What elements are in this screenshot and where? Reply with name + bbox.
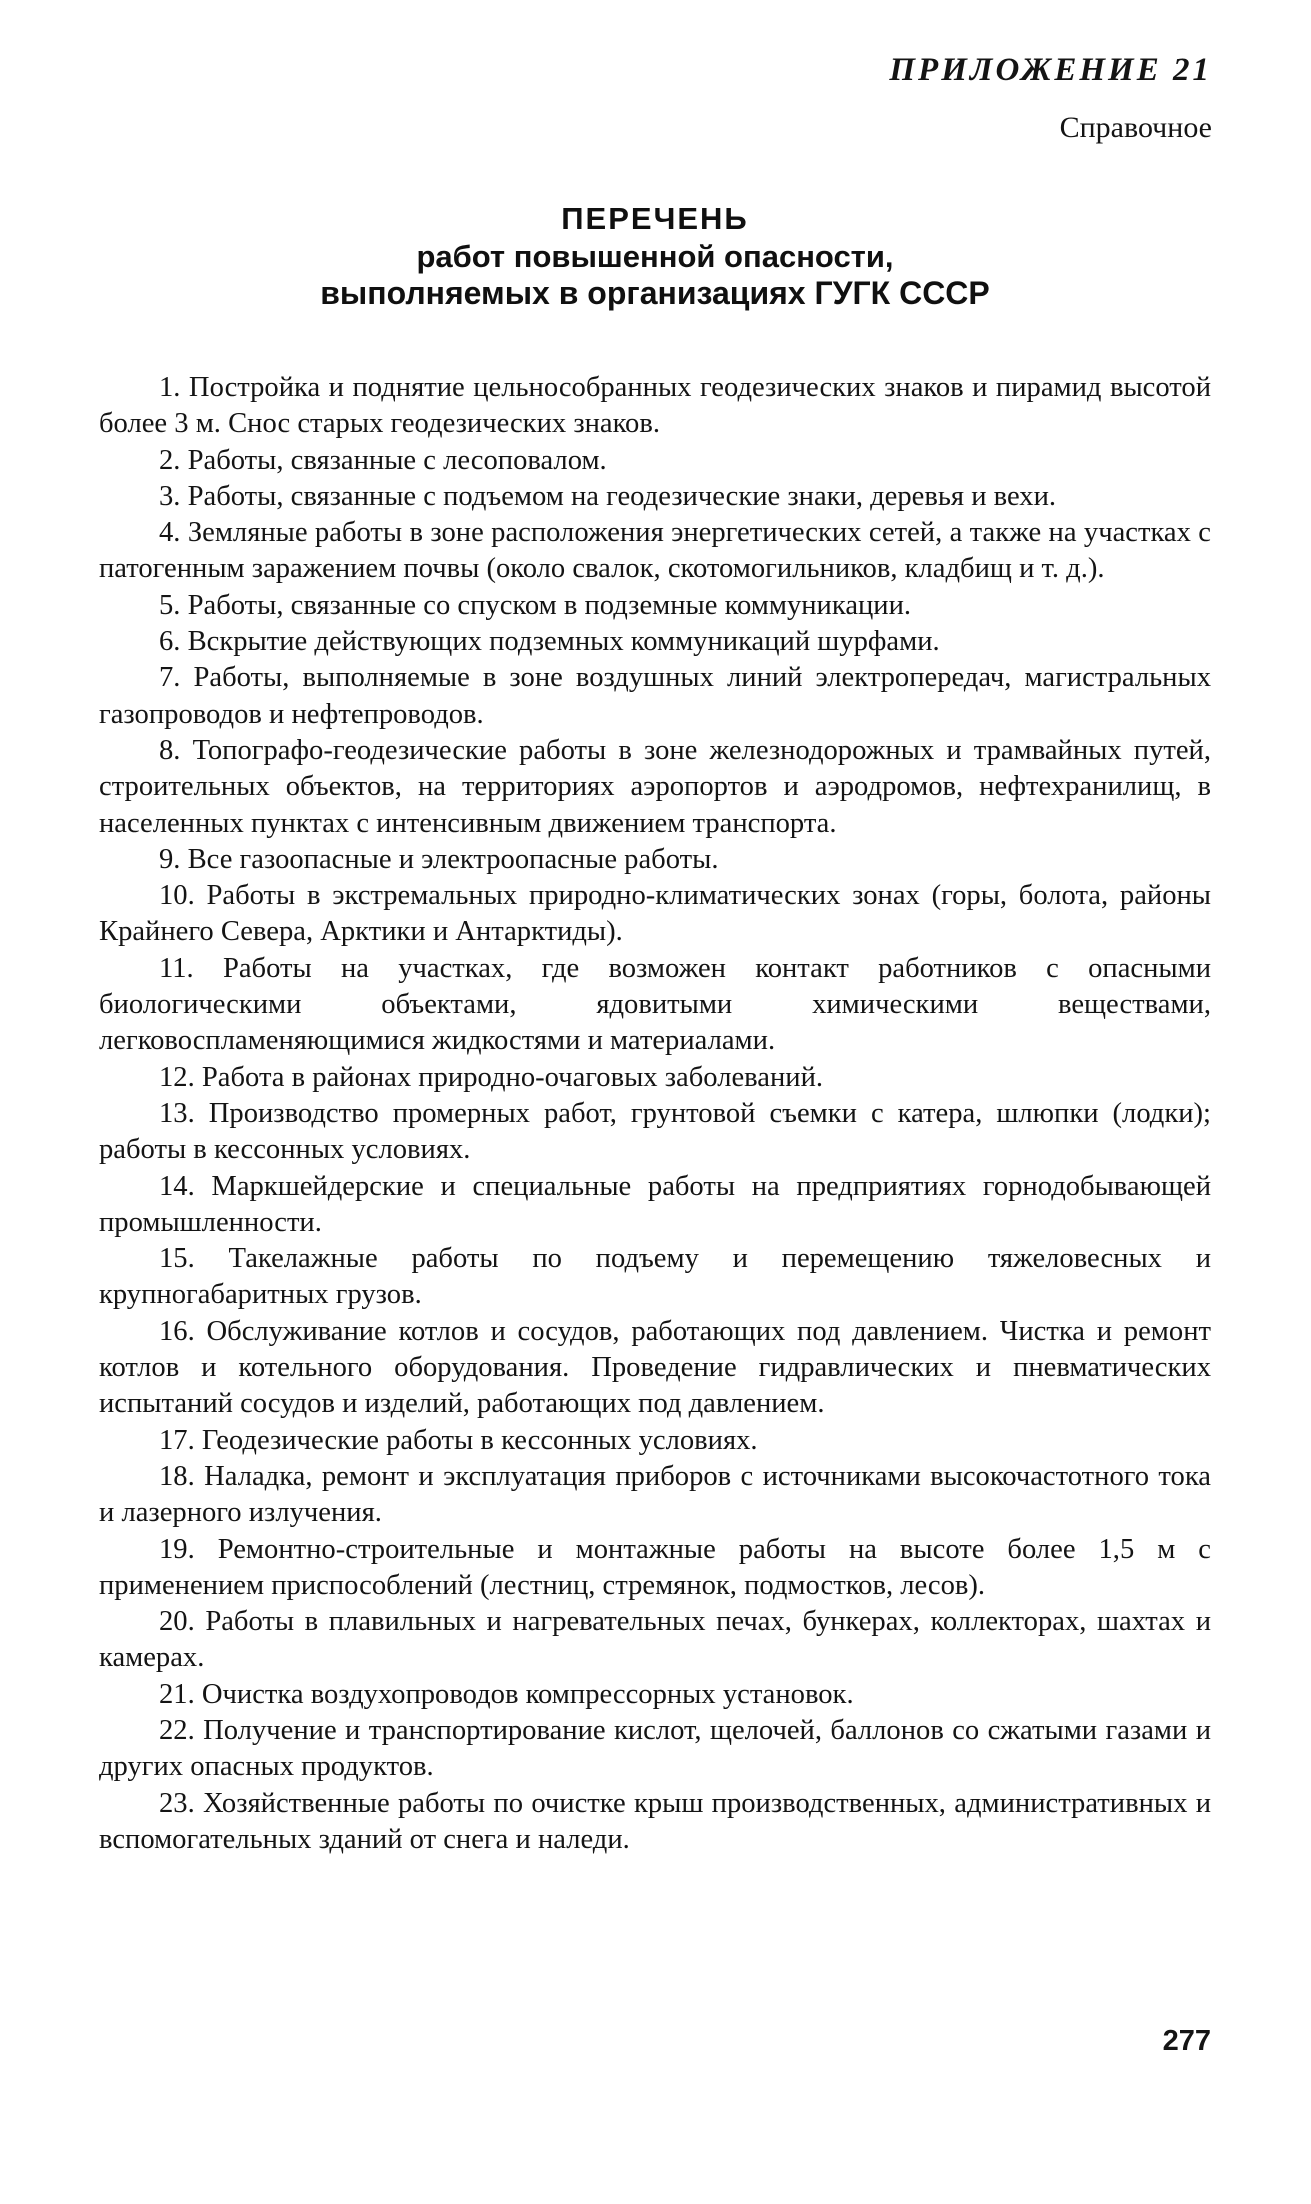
list-item-16: 16. Обслуживание котлов и сосудов, работающих под давлением. Чистка и ремонт котлов и котельного оборудования. Проведение гидравлических и пневматических испытаний сосудов и изделий, работающих под давлением.	[99, 1315, 1211, 1420]
list-item-8: 8. Топографо-геодезические работы в зоне железнодорожных и трамвайных путей, строительных объектов, на территориях аэропортов и аэродромов, нефтехранилищ, в населенных пунктах с интенсивным движением транспорта.	[99, 734, 1211, 839]
list-item-12: 12. Работа в районах природно-очаговых заболеваний.	[159, 1061, 824, 1093]
document-title	[100, 200, 1210, 312]
list-item-19: 19. Ремонтно-строительные и монтажные работы на высоте более 1,5 м с применением приспособлений (лестниц, стремянок, подмостков, лесов).	[99, 1533, 1211, 1601]
list-item-18: 18. Наладка, ремонт и эксплуатация приборов с источниками высокочастотного тока и лазерного излучения.	[99, 1460, 1211, 1529]
list-item-20: 20. Работы в плавильных и нагревательных печах, бункерах, коллекторах, шахтах и камерах.	[99, 1606, 1211, 1674]
list-item-3: 3. Работы, связанные с подъемом на геодезические знаки, деревья и вехи.	[159, 480, 1057, 512]
title-line-1: ПЕРЕЧЕНЬ	[561, 201, 749, 236]
list-item-4: 4. Земляные работы в зоне расположения энергетических сетей, а также на участках с патогенным заражением почвы (около свалок, скотомогильников, кладбищ и т. д.).	[99, 517, 1211, 585]
list-item-13: 13. Производство промерных работ, грунтовой съемки с катера, шлюпки (лодки); работы в кессонных условиях.	[99, 1097, 1211, 1166]
list-item-17: 17. Геодезические работы в кессонных условиях.	[159, 1424, 758, 1456]
list-item-21: 21. Очистка воздухопроводов компрессорных установок.	[159, 1678, 854, 1710]
list-item-15: 15. Такелажные работы по подъему и перемещению тяжеловесных и крупногабаритных грузов.	[99, 1243, 1211, 1311]
list-item-7: 7. Работы, выполняемые в зоне воздушных линий электропередач, магистральных газопроводов и нефтепроводов.	[99, 662, 1211, 730]
list-item-10: 10. Работы в экстремальных природно-климатических зонах (горы, болота, районы Крайнего Севера, Арктики и Антарктиды).	[99, 880, 1211, 948]
list-item-5: 5. Работы, связанные со спуском в подземные коммуникации.	[159, 589, 912, 621]
list-item-9: 9. Все газоопасные и электроопасные работы.	[159, 843, 719, 875]
list-item-2: 2. Работы, связанные с лесоповалом.	[159, 444, 607, 476]
reference-note: Справочное	[1059, 111, 1212, 144]
list-item-11: 11. Работы на участках, где возможен контакт работников с опасными биологическими объектами, ядовитыми химическими веществами, легковоспламеняющимися жидкостями и материалами.	[99, 952, 1211, 1057]
appendix-label: ПРИЛОЖЕНИЕ 21	[889, 52, 1212, 88]
title-line-3: выполняемых в организациях ГУГК СССР	[320, 275, 990, 311]
list-item-1: 1. Постройка и поднятие цельнособранных геодезических знаков и пирамид высотой более 3 м. Снос старых геодезических знаков.	[99, 372, 1211, 440]
list-item-14: 14. Маркшейдерские и специальные работы на предприятиях горнодобывающей промышленности.	[99, 1170, 1211, 1238]
title-line-2: работ повышенной опасности,	[416, 239, 894, 274]
work-list	[99, 370, 1211, 1858]
list-item-23: 23. Хозяйственные работы по очистке крыш производственных, административных и вспомогательных зданий от снега и наледи.	[99, 1787, 1211, 1855]
list-item-6: 6. Вскрытие действующих подземных коммуникаций шурфами.	[159, 626, 940, 658]
list-item-22: 22. Получение и транспортирование кислот, щелочей, баллонов со сжатыми газами и других опасных продуктов.	[99, 1714, 1211, 1783]
page-number: 277	[1162, 2025, 1211, 2057]
